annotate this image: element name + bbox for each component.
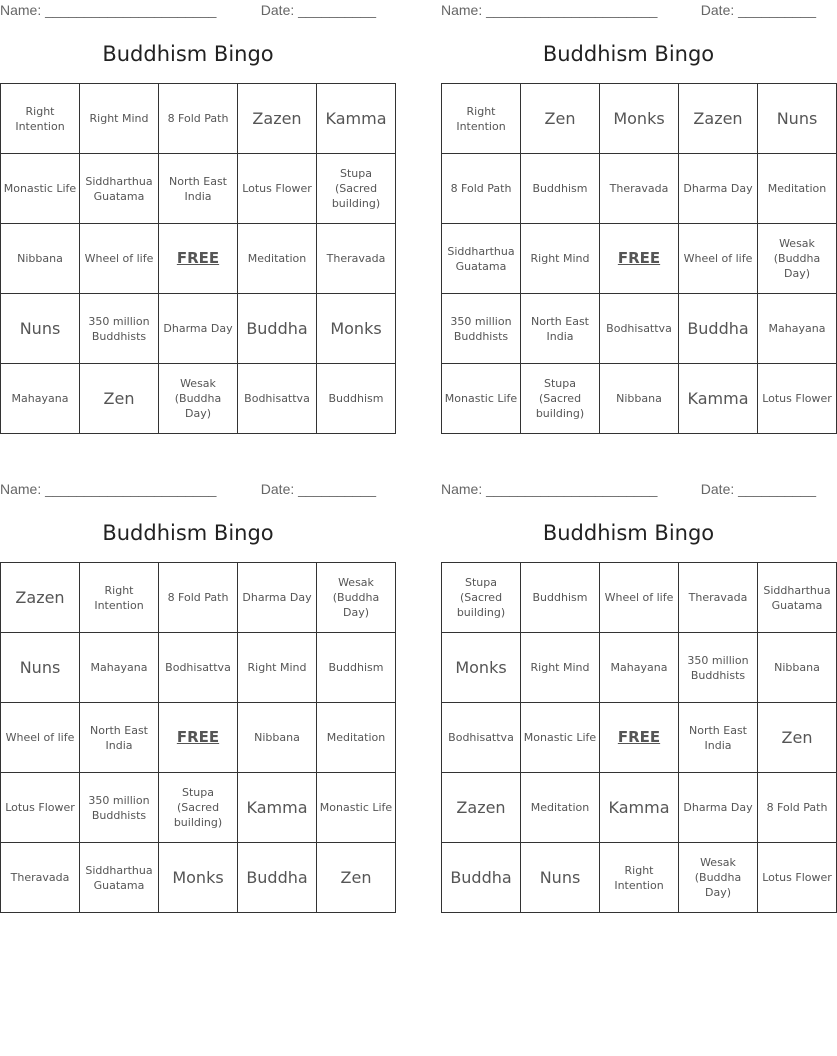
bingo-cell: Theravada (1, 843, 80, 913)
bingo-cell: Kamma (679, 364, 758, 434)
bingo-cell: Nuns (1, 294, 80, 364)
bingo-cell: Siddharthua Guatama (758, 563, 837, 633)
bingo-cell: Buddha (679, 294, 758, 364)
bingo-cell: Right Intention (80, 563, 159, 633)
bingo-cell: Wesak (Buddha Day) (159, 364, 238, 434)
free-space: FREE (159, 703, 238, 773)
bingo-cell: Stupa (Sacred building) (159, 773, 238, 843)
bingo-row (442, 703, 837, 773)
bingo-cell: 350 million Buddhists (80, 294, 159, 364)
bingo-cell: Kamma (317, 84, 396, 154)
bingo-cell: Monks (159, 843, 238, 913)
name-field-label: Name: ______________________ (441, 481, 658, 497)
bingo-cell: Mahayana (758, 294, 837, 364)
bingo-cell: Monastic Life (521, 703, 600, 773)
bingo-row (442, 364, 837, 434)
bingo-cell: 350 million Buddhists (442, 294, 521, 364)
bingo-cell: Zazen (1, 563, 80, 633)
bingo-cell: Meditation (238, 224, 317, 294)
bingo-cell: Lotus Flower (758, 364, 837, 434)
bingo-cell: Siddharthua Guatama (80, 843, 159, 913)
bingo-cell: Right Mind (80, 84, 159, 154)
bingo-row (1, 364, 396, 434)
bingo-cell: Wesak (Buddha Day) (317, 563, 396, 633)
bingo-row (1, 154, 396, 224)
bingo-cell: Siddharthua Guatama (80, 154, 159, 224)
bingo-cell: Lotus Flower (1, 773, 80, 843)
bingo-cell: Nibbana (1, 224, 80, 294)
bingo-cell: Wheel of life (600, 563, 679, 633)
bingo-cell: Wheel of life (679, 224, 758, 294)
bingo-cell: Zen (317, 843, 396, 913)
bingo-cell: Nuns (1, 633, 80, 703)
card-header (0, 481, 376, 499)
bingo-cell: Dharma Day (238, 563, 317, 633)
bingo-cell: Meditation (317, 703, 396, 773)
bingo-row (442, 224, 837, 294)
bingo-cell: Buddhism (317, 633, 396, 703)
card-title: Buddhism Bingo (102, 521, 274, 545)
bingo-cell: Nuns (521, 843, 600, 913)
bingo-cell: Buddha (442, 843, 521, 913)
bingo-cell: 8 Fold Path (758, 773, 837, 843)
bingo-cell: Dharma Day (679, 154, 758, 224)
bingo-cell: Stupa (Sacred building) (442, 563, 521, 633)
bingo-row (1, 633, 396, 703)
bingo-row (1, 224, 396, 294)
bingo-row (1, 773, 396, 843)
bingo-cell: Right Mind (521, 224, 600, 294)
bingo-cell: Lotus Flower (758, 843, 837, 913)
date-field-label: Date: __________ (260, 2, 376, 18)
bingo-cell: Nibbana (238, 703, 317, 773)
bingo-cell: Siddharthua Guatama (442, 224, 521, 294)
bingo-cell: Right Intention (442, 84, 521, 154)
bingo-cell: Buddha (238, 843, 317, 913)
bingo-cell: Stupa (Sacred building) (521, 364, 600, 434)
bingo-cell: North East India (521, 294, 600, 364)
bingo-cell: Theravada (679, 563, 758, 633)
bingo-cell: Zazen (679, 84, 758, 154)
bingo-cell: Right Intention (1, 84, 80, 154)
bingo-cell: Kamma (238, 773, 317, 843)
bingo-card-3 (0, 479, 393, 919)
bingo-cell: Zen (758, 703, 837, 773)
card-header (441, 481, 816, 499)
bingo-row (442, 843, 837, 913)
bingo-cell: Buddhism (521, 563, 600, 633)
bingo-row (1, 84, 396, 154)
bingo-row (442, 563, 837, 633)
bingo-cell: Nibbana (600, 364, 679, 434)
bingo-cell: North East India (679, 703, 758, 773)
bingo-cell: Lotus Flower (238, 154, 317, 224)
card-header (441, 2, 816, 20)
bingo-cell: Bodhisattva (159, 633, 238, 703)
bingo-cell: Right Mind (238, 633, 317, 703)
bingo-row (442, 773, 837, 843)
free-space: FREE (159, 224, 238, 294)
bingo-cell: Monastic Life (1, 154, 80, 224)
bingo-cell: Wesak (Buddha Day) (679, 843, 758, 913)
bingo-cell: Dharma Day (679, 773, 758, 843)
bingo-grid (0, 562, 396, 913)
bingo-cell: Mahayana (1, 364, 80, 434)
bingo-cell: Zen (521, 84, 600, 154)
bingo-cell: Zen (80, 364, 159, 434)
bingo-cell: Monastic Life (442, 364, 521, 434)
bingo-cell: 350 million Buddhists (679, 633, 758, 703)
date-field-label: Date: __________ (700, 481, 816, 497)
bingo-cell: Right Mind (521, 633, 600, 703)
free-space: FREE (600, 224, 679, 294)
bingo-cell: Zazen (238, 84, 317, 154)
bingo-cell: Meditation (758, 154, 837, 224)
bingo-cell: 8 Fold Path (159, 84, 238, 154)
card-title: Buddhism Bingo (102, 42, 274, 66)
bingo-cell: Buddhism (317, 364, 396, 434)
bingo-row (1, 843, 396, 913)
card-title: Buddhism Bingo (542, 521, 715, 545)
date-field-label: Date: __________ (260, 481, 376, 497)
bingo-cell: Theravada (317, 224, 396, 294)
bingo-cell: Mahayana (600, 633, 679, 703)
bingo-grid (0, 83, 396, 434)
bingo-cell: Zazen (442, 773, 521, 843)
bingo-cell: North East India (159, 154, 238, 224)
bingo-card-2 (441, 0, 832, 440)
bingo-cell: Kamma (600, 773, 679, 843)
bingo-card-1 (0, 0, 387, 440)
name-field-label: Name: ______________________ (0, 2, 217, 18)
name-field-label: Name: ______________________ (0, 481, 217, 497)
bingo-cell: 350 million Buddhists (80, 773, 159, 843)
bingo-cell: Wheel of life (1, 703, 80, 773)
bingo-row (442, 633, 837, 703)
bingo-row (442, 84, 837, 154)
bingo-cell: Nuns (758, 84, 837, 154)
bingo-cell: 8 Fold Path (442, 154, 521, 224)
bingo-cell: Buddhism (521, 154, 600, 224)
bingo-cell: North East India (80, 703, 159, 773)
bingo-cell: Dharma Day (159, 294, 238, 364)
date-field-label: Date: __________ (700, 2, 816, 18)
bingo-cell: Mahayana (80, 633, 159, 703)
bingo-cell: 8 Fold Path (159, 563, 238, 633)
bingo-cell: Bodhisattva (442, 703, 521, 773)
bingo-cell: Bodhisattva (238, 364, 317, 434)
bingo-cell: Monks (442, 633, 521, 703)
card-header (0, 2, 376, 20)
bingo-grid (441, 562, 837, 913)
bingo-cell: Buddha (238, 294, 317, 364)
free-space: FREE (600, 703, 679, 773)
bingo-row (1, 563, 396, 633)
bingo-row (1, 294, 396, 364)
name-field-label: Name: ______________________ (441, 2, 658, 18)
bingo-cell: Theravada (600, 154, 679, 224)
bingo-cell: Meditation (521, 773, 600, 843)
bingo-cell: Bodhisattva (600, 294, 679, 364)
bingo-cell: Wesak (Buddha Day) (758, 224, 837, 294)
bingo-card-4 (441, 479, 832, 919)
bingo-row (1, 703, 396, 773)
bingo-cell: Stupa (Sacred building) (317, 154, 396, 224)
bingo-cell: Monastic Life (317, 773, 396, 843)
bingo-cell: Monks (600, 84, 679, 154)
bingo-grid (441, 83, 837, 434)
bingo-cell: Wheel of life (80, 224, 159, 294)
bingo-cell: Nibbana (758, 633, 837, 703)
bingo-row (442, 154, 837, 224)
bingo-cell: Right Intention (600, 843, 679, 913)
card-title: Buddhism Bingo (542, 42, 715, 66)
bingo-cell: Monks (317, 294, 396, 364)
bingo-row (442, 294, 837, 364)
